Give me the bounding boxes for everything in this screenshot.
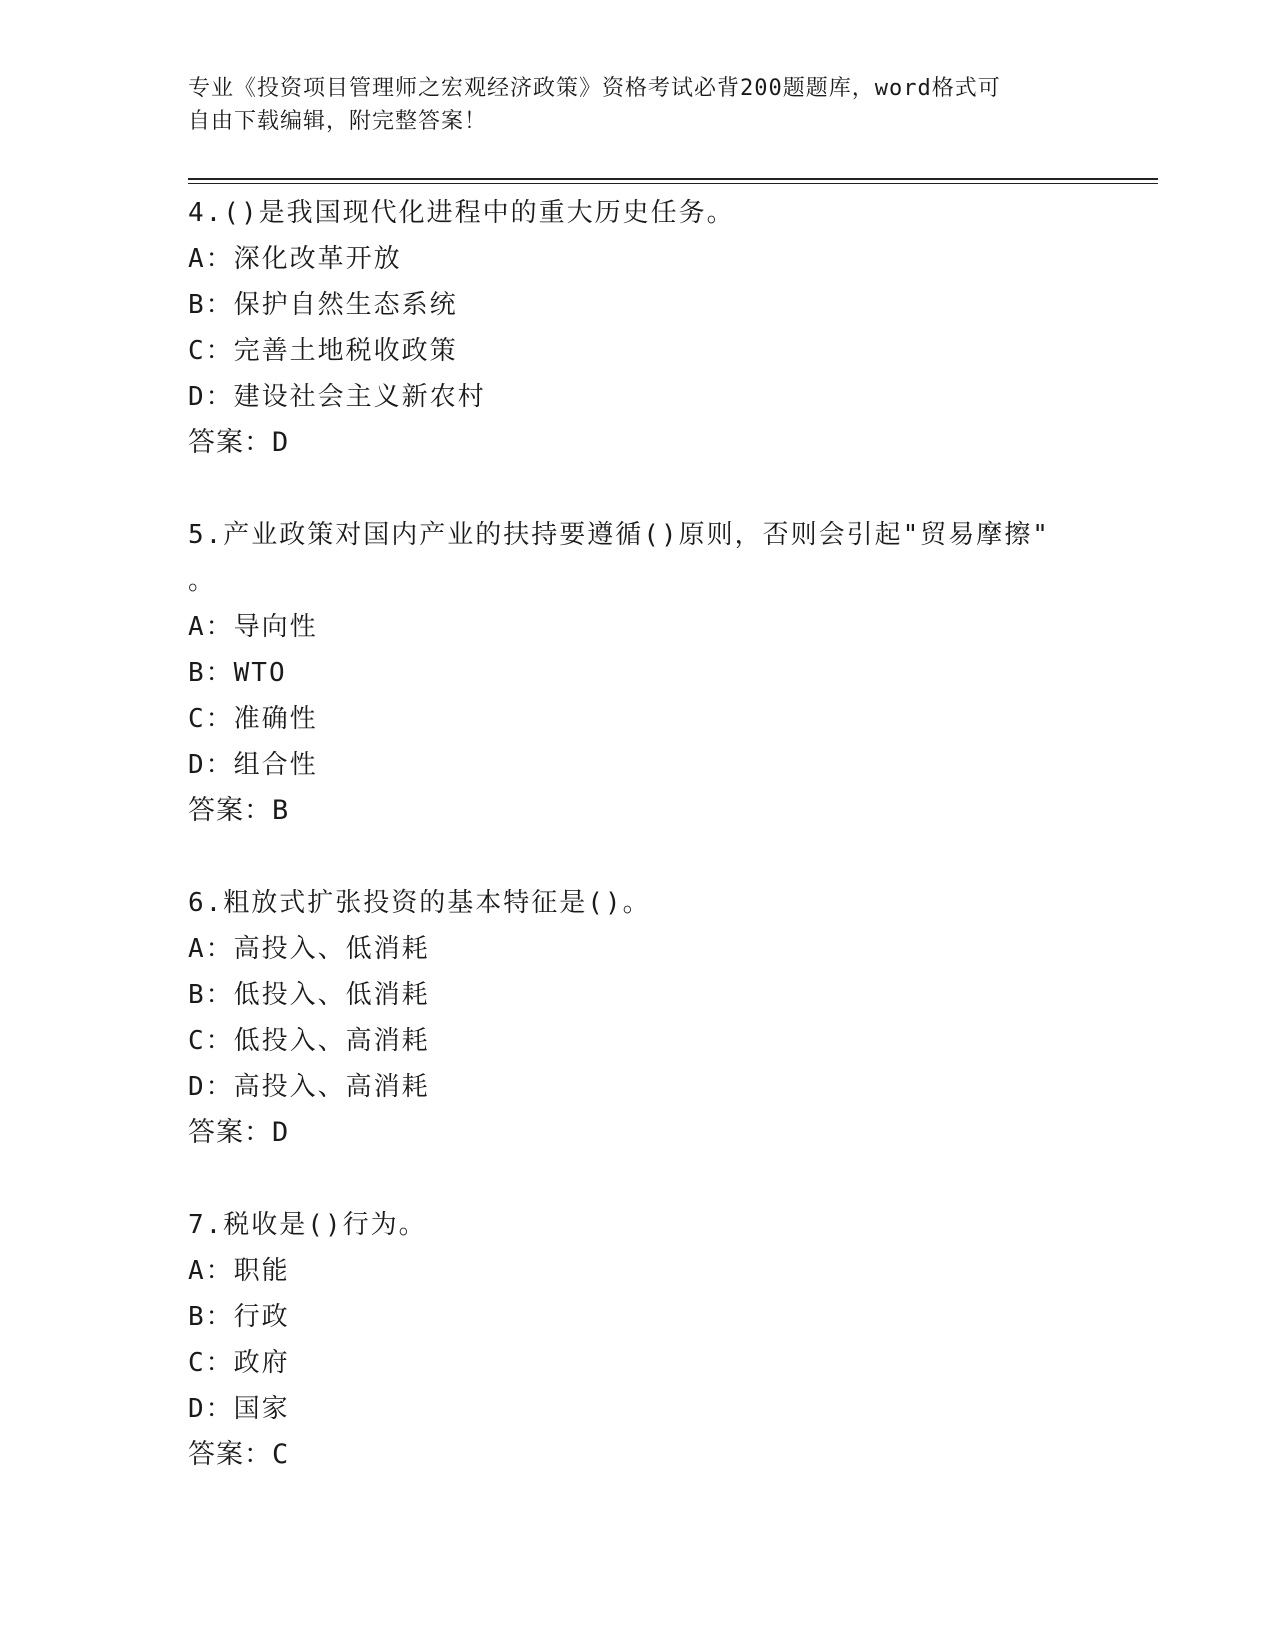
answer-line xyxy=(188,1110,1088,1156)
answer-value: D xyxy=(272,1117,290,1148)
option-c: C：低投入、高消耗 xyxy=(188,1026,430,1056)
question-5 xyxy=(188,512,1088,834)
question-stem: 6.粗放式扩张投资的基本特征是()。 xyxy=(188,888,651,918)
option-a: A：职能 xyxy=(188,1256,290,1286)
option-b: B：保护自然生态系统 xyxy=(188,290,458,320)
answer-line xyxy=(188,788,1088,834)
answer-value: D xyxy=(272,427,290,458)
question-6 xyxy=(188,880,1088,1156)
option-c: C：完善土地税收政策 xyxy=(188,336,458,366)
question-4 xyxy=(188,190,1088,466)
question-stem: 4.()是我国现代化进程中的重大历史任务。 xyxy=(188,198,735,228)
option-a: A：深化改革开放 xyxy=(188,244,402,274)
answer-label: 答案： xyxy=(188,1439,272,1470)
answer-label: 答案： xyxy=(188,427,272,458)
option-d: D：高投入、高消耗 xyxy=(188,1072,430,1102)
question-stem: 5.产业政策对国内产业的扶持要遵循()原则，否则会引起"贸易摩擦" xyxy=(188,520,1050,550)
option-b: B：WTO xyxy=(188,658,287,688)
option-d: D：组合性 xyxy=(188,750,318,780)
answer-line xyxy=(188,420,1088,466)
option-c: C：准确性 xyxy=(188,704,318,734)
answer-line xyxy=(188,1432,1088,1478)
question-list xyxy=(188,190,1088,1478)
answer-value: C xyxy=(272,1439,290,1470)
header-divider-thin xyxy=(188,183,1158,184)
question-7 xyxy=(188,1202,1088,1478)
header-divider-thick xyxy=(188,178,1158,180)
question-stem-continuation: 。 xyxy=(188,566,215,596)
answer-label: 答案： xyxy=(188,1117,272,1148)
option-d: D：建设社会主义新农村 xyxy=(188,382,486,412)
document-header xyxy=(188,72,1088,138)
answer-value: B xyxy=(272,795,290,826)
option-d: D：国家 xyxy=(188,1394,290,1424)
option-a: A：高投入、低消耗 xyxy=(188,934,430,964)
option-b: B：低投入、低消耗 xyxy=(188,980,430,1010)
header-line-1: 专业《投资项目管理师之宏观经济政策》资格考试必背200题题库，word格式可 xyxy=(188,76,1001,101)
option-b: B：行政 xyxy=(188,1302,290,1332)
question-stem: 7.税收是()行为。 xyxy=(188,1210,427,1240)
answer-label: 答案： xyxy=(188,795,272,826)
header-line-2: 自由下载编辑，附完整答案！ xyxy=(188,109,488,134)
option-c: C：政府 xyxy=(188,1348,290,1378)
option-a: A：导向性 xyxy=(188,612,318,642)
